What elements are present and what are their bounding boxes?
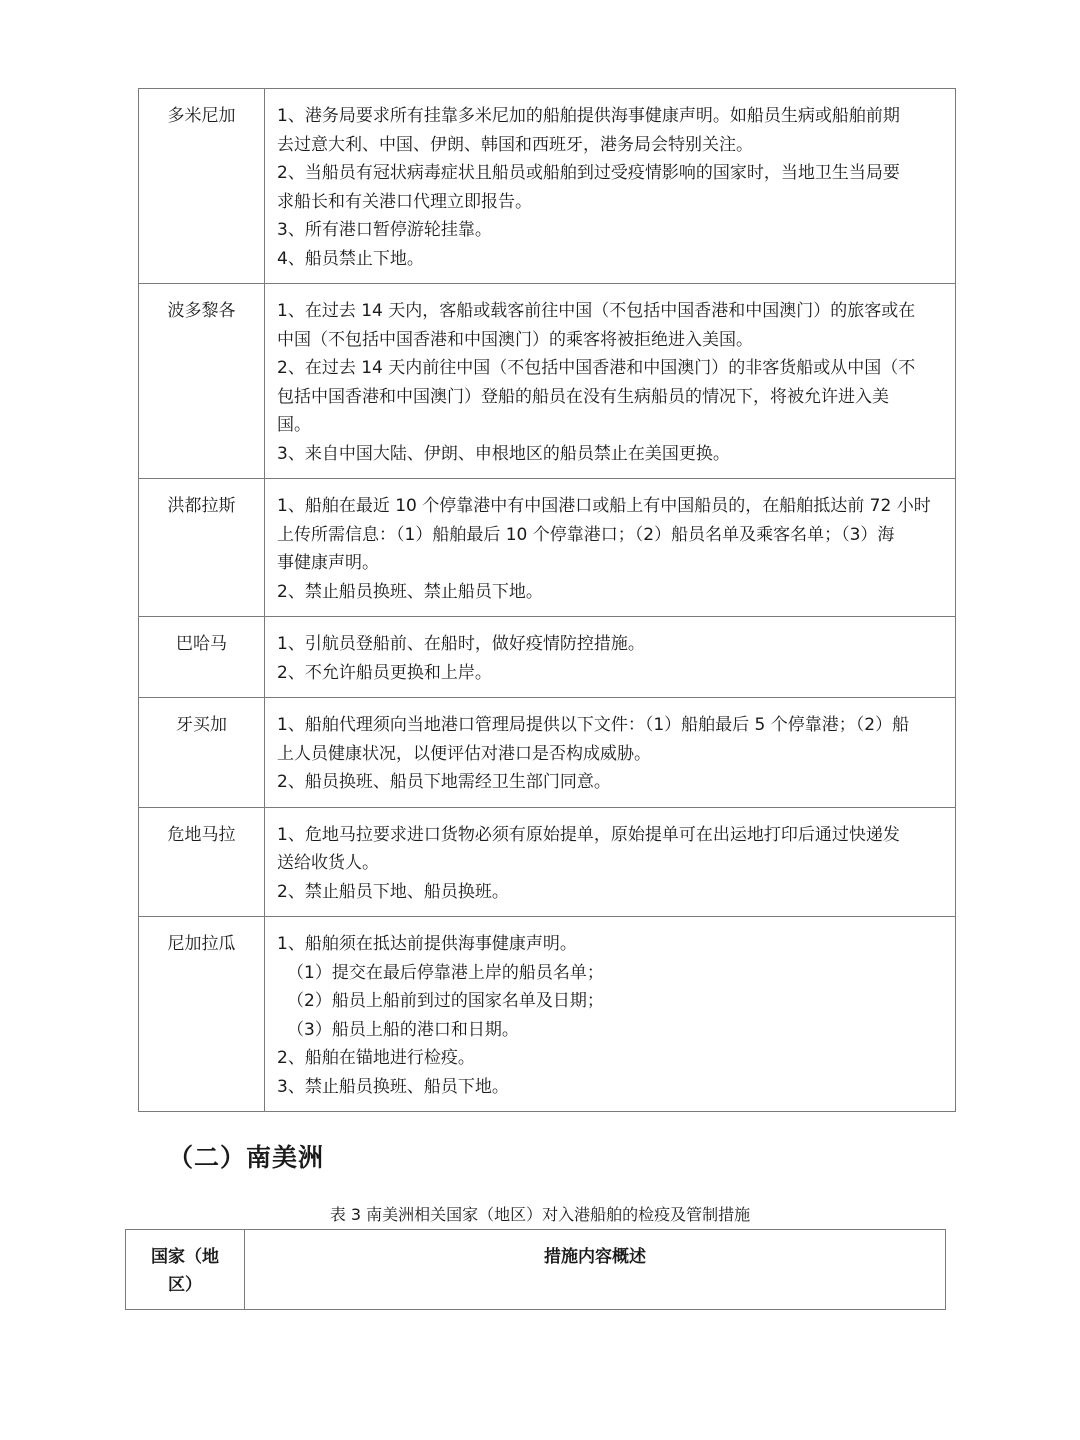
measure-line: 3、来自中国大陆、伊朗、申根地区的船员禁止在美国更换。 (277, 443, 730, 464)
measure-line: 事健康声明。 (277, 553, 379, 573)
measures-cell (265, 917, 956, 1112)
country-cell: 波多黎各 (139, 284, 265, 479)
measure-line: 求船长和有关港口代理立即报告。 (277, 191, 532, 212)
measure-line: 4、船员禁止下地。 (277, 248, 424, 269)
measure-line: 2、禁止船员下地、船员换班。 (277, 881, 509, 902)
measure-line: （2）船员上船前到过的国家名单及日期； (287, 991, 604, 1011)
measure-line: 包括中国香港和中国澳门）登船的船员在没有生病船员的情况下，将被允许进入美 (277, 386, 889, 407)
header-measures-summary: 措施内容概述 (245, 1230, 946, 1310)
measure-line: （3）船员上船的港口和日期。 (287, 1019, 519, 1040)
measure-line: 上传所需信息：（1）船舶最后 10 个停靠港口；（2）船员名单及乘客名单；（3）海 (277, 524, 895, 545)
measures-cell (265, 698, 956, 808)
measure-line: 1、船舶代理须向当地港口管理局提供以下文件：（1）船舶最后 5 个停靠港；（2）船 (277, 715, 910, 735)
measure-line: 2、船舶在锚地进行检疫。 (277, 1048, 475, 1068)
measures-cell (265, 617, 956, 698)
table-row (139, 479, 956, 617)
country-cell: 洪都拉斯 (139, 479, 265, 617)
table-3-caption: 表 3 南美洲相关国家（地区）对入港船舶的检疫及管制措施 (329, 1205, 751, 1224)
south-america-measures-table (125, 1229, 946, 1310)
section-heading-south-america: （二）南美洲 (168, 1143, 325, 1172)
measure-line: 2、在过去 14 天内前往中国（不包括中国香港和中国澳门）的非客货船或从中国（不 (277, 358, 916, 378)
measure-line: 上人员健康状况，以便评估对港口是否构成威胁。 (277, 743, 651, 764)
table-row (139, 617, 956, 698)
measures-cell (265, 479, 956, 617)
country-cell: 危地马拉 (139, 807, 265, 917)
table-row (139, 89, 956, 284)
measures-table-body (139, 89, 956, 1112)
measure-line: 2、禁止船员换班、禁止船员下地。 (277, 581, 543, 602)
measure-line: 1、港务局要求所有挂靠多米尼加的船舶提供海事健康声明。如船员生病或船舶前期 (277, 106, 900, 126)
measures-cell (265, 807, 956, 917)
measure-line: 2、当船员有冠状病毒症状且船员或船舶到过受疫情影响的国家时，当地卫生当局要 (277, 163, 900, 183)
measure-line: 1、船舶须在抵达前提供海事健康声明。 (277, 934, 577, 954)
country-cell: 尼加拉瓜 (139, 917, 265, 1112)
measure-line: 1、危地马拉要求进口货物必须有原始提单，原始提单可在出运地打印后通过快递发 (277, 824, 900, 845)
measure-line: 1、在过去 14 天内，客船或载客前往中国（不包括中国香港和中国澳门）的旅客或在 (277, 301, 916, 321)
measures-cell (265, 284, 956, 479)
measure-line: 中国（不包括中国香港和中国澳门）的乘客将被拒绝进入美国。 (277, 329, 753, 350)
country-cell: 多米尼加 (139, 89, 265, 284)
table-header-row (126, 1230, 946, 1310)
measure-line: 3、所有港口暂停游轮挂靠。 (277, 220, 492, 240)
measure-line: 2、船员换班、船员下地需经卫生部门同意。 (277, 772, 611, 792)
table-row (139, 284, 956, 479)
measure-line: 3、禁止船员换班、船员下地。 (277, 1076, 509, 1097)
table-row (139, 698, 956, 808)
measure-line: 送给收货人。 (277, 853, 379, 873)
measure-line: 1、引航员登船前、在船时，做好疫情防控措施。 (277, 634, 645, 654)
table-row (139, 917, 956, 1112)
table-row (139, 807, 956, 917)
measure-line: 去过意大利、中国、伊朗、韩国和西班牙，港务局会特别关注。 (277, 134, 753, 155)
measures-table-continued (138, 88, 956, 1112)
measure-line: 1、船舶在最近 10 个停靠港中有中国港口或船上有中国船员的，在船舶抵达前 72 小时 (277, 496, 931, 516)
measure-line: 国。 (277, 415, 311, 435)
header-country-region: 国家（地 区） (126, 1230, 245, 1310)
measures-cell (265, 89, 956, 284)
country-cell: 巴哈马 (139, 617, 265, 698)
measure-line: （1）提交在最后停靠港上岸的船员名单； (287, 962, 604, 983)
measure-line: 2、不允许船员更换和上岸。 (277, 662, 492, 683)
country-cell: 牙买加 (139, 698, 265, 808)
